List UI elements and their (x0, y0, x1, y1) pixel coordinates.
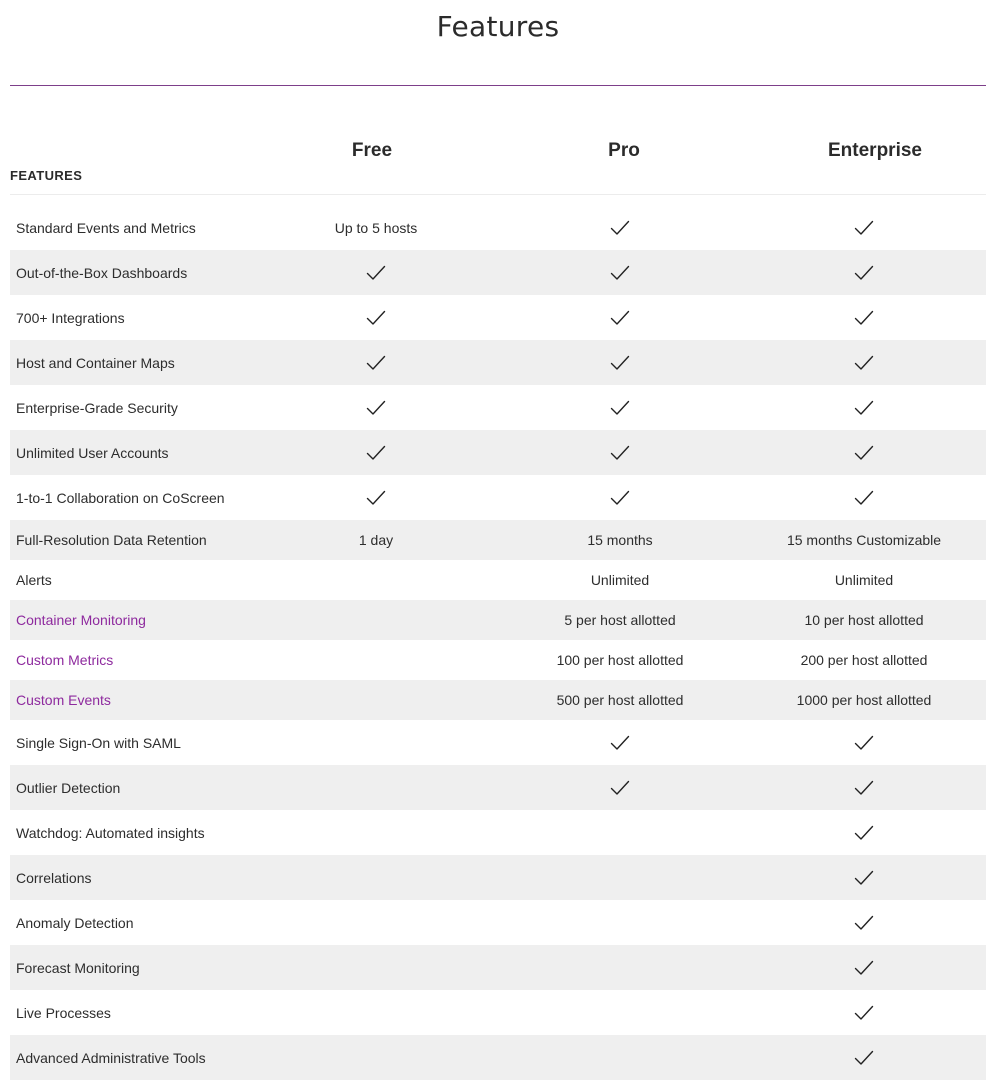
checkmark-icon (366, 310, 386, 326)
free-value: 1 day (358, 532, 394, 548)
plan-header-free: Free (351, 140, 393, 161)
feature-label: Full-Resolution Data Retention (16, 532, 207, 548)
pro-value: 5 per host allotted (564, 612, 676, 628)
checkmark-icon (610, 445, 630, 461)
feature-label: Forecast Monitoring (16, 959, 140, 976)
checkmark-icon (854, 960, 874, 976)
checkmark-icon (854, 1050, 874, 1066)
checkmark-icon (854, 915, 874, 931)
pro-value: 100 per host allotted (556, 652, 684, 668)
plan-header-pro: Pro (608, 140, 640, 161)
table-row (10, 945, 986, 990)
table-row (10, 560, 986, 600)
checkmark-icon (610, 355, 630, 371)
enterprise-value: 200 per host allotted (800, 652, 928, 668)
checkmark-icon (610, 780, 630, 796)
feature-label: Anomaly Detection (16, 914, 134, 931)
table-row (10, 680, 986, 720)
feature-label: Single Sign-On with SAML (16, 734, 181, 751)
feature-link[interactable]: Container Monitoring (16, 612, 146, 628)
checkmark-icon (610, 735, 630, 751)
features-column-header: FEATURES (10, 168, 83, 183)
enterprise-value: 10 per host allotted (804, 612, 924, 628)
checkmark-icon (610, 265, 630, 281)
checkmark-icon (854, 870, 874, 886)
checkmark-icon (854, 400, 874, 416)
pro-value: 500 per host allotted (556, 692, 684, 708)
checkmark-icon (854, 220, 874, 236)
feature-link[interactable]: Custom Metrics (16, 652, 114, 668)
feature-label: Watchdog: Automated insights (16, 824, 205, 841)
table-row (10, 810, 986, 855)
table-row (10, 430, 986, 475)
table-row (10, 900, 986, 945)
feature-label: 1-to-1 Collaboration on CoScreen (16, 489, 225, 506)
table-row (10, 520, 986, 560)
pro-value: 15 months (587, 532, 653, 548)
feature-label: Alerts (16, 572, 52, 588)
table-row (10, 600, 986, 640)
features-table (10, 205, 986, 1080)
checkmark-icon (854, 265, 874, 281)
plan-header-enterprise: Enterprise (828, 140, 922, 161)
checkmark-icon (854, 310, 874, 326)
table-row (10, 385, 986, 430)
checkmark-icon (854, 735, 874, 751)
table-row (10, 205, 986, 250)
feature-label: Outlier Detection (16, 779, 121, 796)
enterprise-value: Unlimited (834, 572, 894, 588)
table-row (10, 855, 986, 900)
feature-label: 700+ Integrations (16, 309, 125, 326)
title-divider (10, 85, 986, 86)
enterprise-value: 15 months Customizable (786, 532, 942, 548)
checkmark-icon (366, 490, 386, 506)
page-title: Features (436, 10, 560, 43)
feature-label: Enterprise-Grade Security (16, 399, 178, 416)
table-row (10, 640, 986, 680)
checkmark-icon (366, 265, 386, 281)
feature-label: Host and Container Maps (16, 354, 175, 371)
free-value: Up to 5 hosts (334, 219, 418, 236)
feature-label: Correlations (16, 869, 92, 886)
checkmark-icon (366, 400, 386, 416)
checkmark-icon (854, 490, 874, 506)
table-row (10, 340, 986, 385)
checkmark-icon (854, 445, 874, 461)
table-row (10, 720, 986, 765)
table-row (10, 475, 986, 520)
checkmark-icon (854, 780, 874, 796)
checkmark-icon (610, 400, 630, 416)
feature-label: Unlimited User Accounts (16, 444, 169, 461)
table-header (10, 130, 986, 195)
table-row (10, 295, 986, 340)
table-row (10, 765, 986, 810)
checkmark-icon (610, 490, 630, 506)
checkmark-icon (610, 310, 630, 326)
pro-value: Unlimited (590, 572, 650, 588)
checkmark-icon (366, 355, 386, 371)
feature-label: Standard Events and Metrics (16, 219, 196, 236)
feature-label: Advanced Administrative Tools (16, 1049, 206, 1066)
checkmark-icon (854, 1005, 874, 1021)
feature-link[interactable]: Custom Events (16, 692, 111, 708)
checkmark-icon (854, 825, 874, 841)
checkmark-icon (854, 355, 874, 371)
feature-label: Live Processes (16, 1004, 111, 1021)
table-row (10, 990, 986, 1035)
checkmark-icon (366, 445, 386, 461)
table-row (10, 250, 986, 295)
table-row (10, 1035, 986, 1080)
enterprise-value: 1000 per host allotted (796, 692, 932, 708)
checkmark-icon (610, 220, 630, 236)
feature-label: Out-of-the-Box Dashboards (16, 264, 188, 281)
